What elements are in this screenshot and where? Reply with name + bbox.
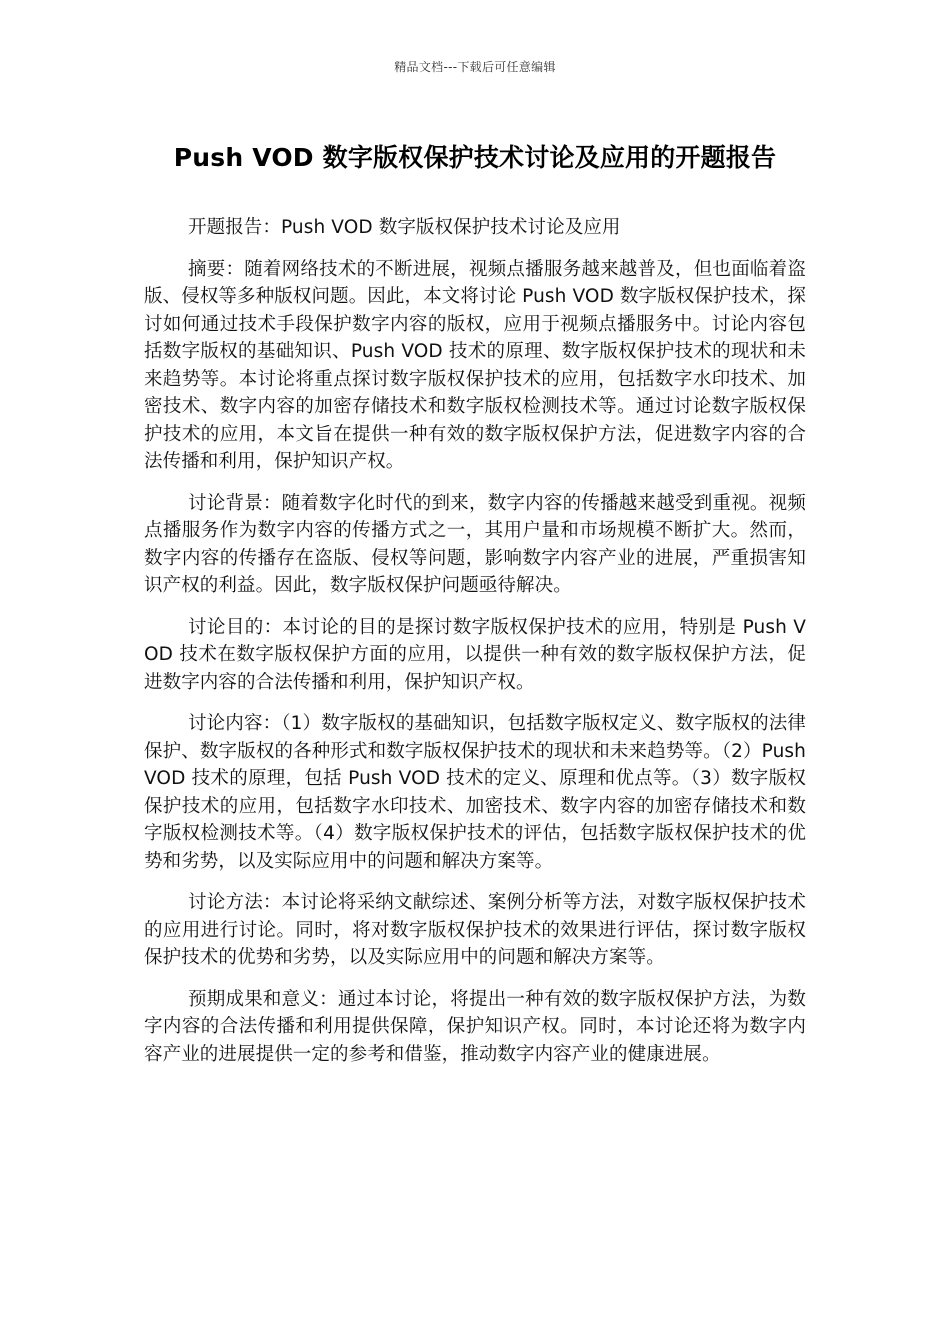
header-note: 精品文档---下载后可任意编辑	[394, 60, 556, 74]
paragraph-abstract: 摘要：随着网络技术的不断进展，视频点播服务越来越普及，但也面临着盗版、侵权等多种版权问题。因此，本文将讨论 Push VOD 数字版权保护技术，探讨如何通过技术手段保护数字内容的版权，应用于视频点播服务中。讨论内容包括数字版权的基础知识、Push VOD 技术的原理、数字版权保护技术的现状和未来趋势等。本讨论将重点探讨数字版权保护技术的应用，包括数字水印技术、加密技术、数字内容的加密存储技术和数字版权检测技术等。通过讨论数字版权保护技术的应用，本文旨在提供一种有效的数字版权保护方法，促进数字内容的合法传播和利用，保护知识产权。	[144, 258, 806, 472]
paragraph-report-heading: 开题报告：Push VOD 数字版权保护技术讨论及应用	[188, 217, 621, 238]
paragraph-background: 讨论背景：随着数字化时代的到来，数字内容的传播越来越受到重视。视频点播服务作为数字内容的传播方式之一，其用户量和市场规模不断扩大。然而，数字内容的传播存在盗版、侵权等问题，影响数字内容产业的进展，严重损害知识产权的利益。因此，数字版权保护问题亟待解决。	[144, 492, 806, 596]
document-body	[144, 214, 806, 1082]
paragraph-content: 讨论内容：（1）数字版权的基础知识，包括数字版权定义、数字版权的法律保护、数字版权的各种形式和数字版权保护技术的现状和未来趋势等。（2）Push VOD 技术的原理，包括 Push VOD 技术的定义、原理和优点等。（3）数字版权保护技术的应用，包括数字水印技术、加密技术、数字内容的加密存储技术和数字版权检测技术等。（4）数字版权保护技术的评估，包括数字版权保护技术的优势和劣势，以及实际应用中的问题和解决方案等。	[144, 713, 806, 872]
document-title: Push VOD 数字版权保护技术讨论及应用的开题报告	[173, 143, 777, 172]
paragraph-purpose: 讨论目的：本讨论的目的是探讨数字版权保护技术的应用，特别是 Push VOD 技术在数字版权保护方面的应用，以提供一种有效的数字版权保护方法，促进数字内容的合法传播和利用，保护知识产权。	[144, 616, 806, 693]
paragraph-expected-results: 预期成果和意义：通过本讨论，将提出一种有效的数字版权保护方法，为数字内容的合法传播和利用提供保障，保护知识产权。同时，本讨论还将为数字内容产业的进展提供一定的参考和借鉴，推动数字内容产业的健康进展。	[144, 988, 806, 1065]
paragraph-method: 讨论方法：本讨论将采纳文献综述、案例分析等方法，对数字版权保护技术的应用进行讨论。同时，将对数字版权保护技术的效果进行评估，探讨数字版权保护技术的优势和劣势，以及实际应用中的问题和解决方案等。	[144, 892, 806, 968]
